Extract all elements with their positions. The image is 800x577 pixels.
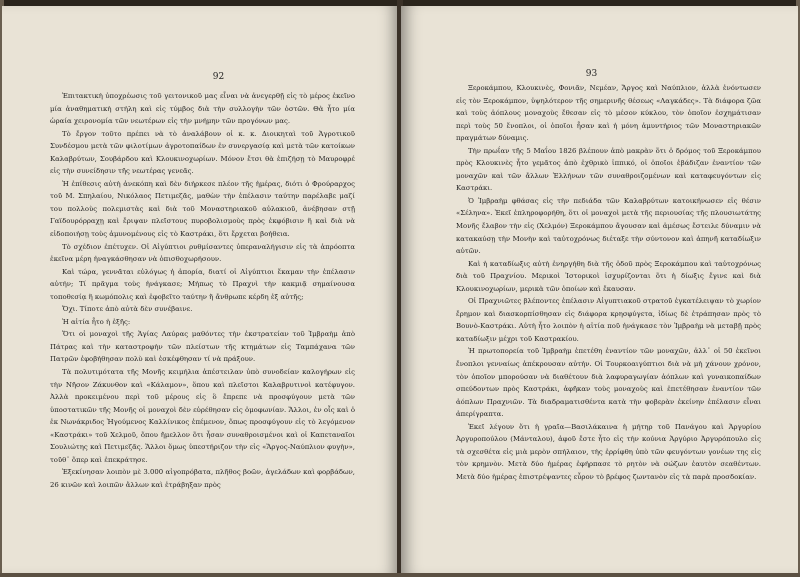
paragraph: Τὸ σχέδιον ἐπέτυχεν. Οἱ Αἰγύπτιοι ρυθμίσαντες ὑπεραναλήγισιν εἰς τὰ ἀπρόοπτα ἐκεῖνα μέρη ἠναγκάσθησαν νὰ ὀπισθοχωρήσουν. xyxy=(50,242,355,264)
paragraph: Ὁ Ἰμβραὴμ φθάσας εἰς τὴν πεδιάδα τῶν Καλαβρύτων κατοικήνωσεν εἰς θέσιν «Σέληνα». Ἐκεῖ ἐπληροφορήθη, ὅτι οἱ μοναχοὶ μετὰ τῆς περιουσίας τῆς πλουσιωτάτης Μονῆς ἔλαβον τὴν εἰς (Χελμόν) Ξεροκάμπου ἄγουσαν καὶ ἀμέσως ἔστειλε δύναμιν νὰ κατακαύσῃ τὴν Μονὴν καὶ ταὐτοχρόνως διέταξε τὴν σύντονον καὶ ἀπηνῆ καταδίωξιν αὐτῶν. xyxy=(456,196,761,256)
left-page xyxy=(2,6,399,574)
paragraph: Ὄχι. Τίποτε ἀπὸ αὐτὰ δὲν συνέβαινε. xyxy=(62,305,193,314)
paragraph: Οἱ Πραχνιῶτες βλέποντες ἐπέλασιν Αἰγυπτιακοῦ στρατοῦ ἐγκατέλειψαν τὸ χωρίον ἔρημον καὶ διασκορπίσθησαν εἰς διάφορα κρησφύγετα, ἰδίως δὲ ἐτράπησαν πρὸς τὸ Βουνὸ-Καστράκι. Αὐτὴ ἦτο λοιπὸν ἡ αἰτία ποῦ ἠνάγκασε τὸν Ἰμβραὴμ νὰ μεταβῇ πρὸς καταδίωξιν μέχρι τοῦ Καστρακίου. xyxy=(456,297,761,343)
book-bottom-edge xyxy=(0,573,800,577)
page-text xyxy=(456,82,761,484)
paragraph: Ξεροκάμπου, Κλουκινὲς, Φονιᾶν, Νεμέαν, Ἄργος καὶ Ναύπλιον, ἀλλὰ ἐνόντωσεν εἰς τὸν Ξεροκάμπον, ὑψηλότερον τῆς σημερινῆς θέσεως «Λαγκάδες». Τὰ διάφορα ζῶα καὶ τοὺς ἀόπλους μοναχοὺς ἔθεσαν εἰς τὸ μέσον κύκλου, τὸν ὁποῖον ἐσχημάτισαν περὶ τοὺς 50 ἔνοπλοι, οἱ ὁποῖοι ἦσαν καὶ ἡ μόνη ἀμυντήριος τῶν Μοναστηριακῶν πραγμάτων δύναμις. xyxy=(456,84,761,143)
paragraph: Ὅτι οἱ μοναχοὶ τῆς Ἁγίας Λαύρας μαθόντες τὴν ἐκστρατείαν τοῦ Ἰμβραὴμ ἀπὸ Πάτρας καὶ τὴν καταστροφὴν τῶν πλείστων τῆς κτημάτων εἰς Ταμπάχανα τῶν Πατρῶν ἐφοβήθησαν πολὺ καὶ ἐσκέφθησαν τί νὰ πράξουν. xyxy=(50,330,355,364)
paragraph: Τὴν πρωΐαν τῆς 5 Μαΐου 1826 βλέπουν ἀπὸ μακρὰν ὅτι ὁ δρόμος τοῦ Ξεροκάμπου πρὸς Κλουκινὲς ἦτο γεμᾶτος ἀπὸ ἐχθρικὸ ἱππικό, οἱ ὁποῖοι ἐβάδιζαν ἐναντίον τῶν μοναχῶν καὶ τῶν ἄλλων Ἑλλήνων τῶν συναθροιζομένων καὶ καταφευγόντων εἰς Καστράκι. xyxy=(456,146,761,193)
right-page xyxy=(401,6,798,574)
paragraph: Τὰ πολυτιμότατα τῆς Μονῆς κειμήλια ἀπέστειλαν ὑπὸ συνοδείαν καλογήρων εἰς τὴν Νῆσον Ζάκυνθον καὶ «Κάλαμον», ὅπου καὶ πλεῖστοι Καλαβρυτινοὶ κατέφυγον. Ἀλλὰ προκειμένου περὶ τοῦ μέρους εἰς ὃ ἔπρεπε νὰ προσφύγουν μετὰ τῶν ὑποστατικῶν τῆς Μονῆς οἱ μοναχοὶ δὲν εὑρέθησαν εἰς ὁμοφωνίαν. Ἄλλοι, ἐν οἷς καὶ ὁ ἐκ Νωνάκριδος Ἡγούμενος Καλλίνικος ἐπέμενον, ὅπως προσφύγουν εἰς τὸ λεγόμενον «Καστράκι» τοῦ Χελμοῦ, ὅπου ἤμελλον ὅτι ἦσαν συναθροισμένοι καὶ οἱ Καπεταναῖοι Σουλιώτης καὶ Πετιμεζᾶς. Ἄλλοι ὅμως ὑπεστήριζον τὴν εἰς «Ἄργος-Ναύπλιον φυγὴν», τοῦθ᾽ ὅπερ καὶ ἐπεκράτησε. xyxy=(50,368,355,464)
page-number: 92 xyxy=(212,72,225,82)
paragraph: Ἐκεῖ λέγουν ὅτι ἡ γραῖα—Βασιλάκαινα ἡ μήτηρ τοῦ Πανάγου καὶ Ἀργυρίου Ἀργυροπούλου (Μάνταλου), ἀφοῦ ἔστε ἦτο εἰς τὴν κούνια Ἀργύριο Ἀργυρόπουλο εἰς τὰ σχεσθέτα εἰς μιὰ μερὸν σπήλαιον, τὴς ἐρρίφθη ὑπὸ τῶν φευγόντων γονέων της εἰς τὸν κρημνὸν. Μετὰ δύο ἡμέρας ἐφήρπασε τὸ ρητὸν νὰ σώζων ἑαυτὸν σεαθέντων. Μετὰ δύο ἡμέρας ἐπιστρέψαντες εὗρον τὸ βρέφος ζωντανὸν εἰς τὰ παρὰ προσδοκίαν. xyxy=(456,422,761,481)
paragraph: Ἐπιτακτικὴ ὑποχρέωσις τοῦ γειτονικοῦ μας εἶναι νὰ ἀνεγερθῇ εἰς τὸ μέρος ἐκεῖνο μία ἀναθηματικὴ στήλη καὶ εἰς τύμβος διὰ τὴν συλλογὴν τῶν ὀστῶν. Θὰ ἦτο μία ὡραία χειρονομία τῶν νεωτέρων εἰς τὴν μνήμην τῶν προγόνων μας. xyxy=(50,92,355,126)
paragraph: Ἡ πρωτοπορεία τοῦ Ἰμβραὴμ ἐπετέθη ἐναντίον τῶν μοναχῶν, ἀλλ᾽ οἱ 50 ἐκεῖνοι ἔνοπλοι γενναίως ἀπέκρουσαν αὐτήν. Οἱ Τουρκοαιγύπτιοι διὰ νὰ μὴ χάνουν χρόνον, τὸν ὁποῖον μπορούσαν νὰ διαθέτουν διὰ λαφυραγωγίαν ἀόπλων καὶ γυναικοπαίδων σπεύδοντων πρὸς Καστράκι, ἀφῆκαν τοὺς μοναχοὺς καὶ ἐπετέθησαν ἐναντίον τῶν ἀόπλων Πραχνιῶν. Τὰ διαδραματισθέντα κατὰ τὴν φοβερὰν ἐκείνην ἐπέλασιν εἶναι ἀπερίγραπτα. xyxy=(456,347,761,419)
paragraph: Ἡ αἰτία ἦτο ἡ ἑξῆς: xyxy=(62,317,131,326)
paragraph: Ἐξεκίνησαν λοιπὸν μὲ 3.000 αἰγοπρόβατα, πλῆθος βοῶν, ἀγελάδων καὶ φορβάδων, 26 κινῶν καὶ λοιπῶν ἄλλων καὶ ἐτράβηξαν πρὸς xyxy=(50,468,355,489)
paragraph: Ἡ ἐπίθεσις αὐτὴ ἀνεκόπη καὶ δὲν διήρκεσε πλέον τῆς ἡμέρας, διότι ὁ Φρούραρχος τοῦ Μ. Σπηλαίου, Νικόλαος Πετιμεζᾶς, μαθὼν τὴν ἐπέλασιν ταύτην παρέλαβε μαζί του πολλοὺς πολεμιστὰς καὶ διὰ τοῦ Μοναστηριακοῦ αὐλακιοῦ, ἀνέβησαν στῇ Γαϊδουρόρραχῃ καὶ ἔριψαν πλεῖστους πυροβολισμοὺς πρὸς ἐκφόβισιν ἢ καὶ διὰ νὰ εἰδοποιήσῃ τοὺς ἀμυνομένους εἰς τὸ Καστράκι, ὅτι ἔρχεται βοήθεια. xyxy=(50,179,355,239)
page-text xyxy=(50,90,355,492)
paragraph: Καὶ τώρα, γεννᾶται εὐλόγως ἡ ἀπορία, διατί οἱ Αἰγύπτιοι ἔκαμαν τὴν ἐπέλασιν αὐτήν; Τί πρᾶγμα τοὺς ἠνάγκασε; Μήπως τὸ Πραχνὶ τὴν κακμιᾷ σημαίνουσα τοποθεσίᾳ ἢ κωμόπολις καὶ ἐφοβεῖτο ταύτην ἢ ἄνθρωπε κέρδη ἐξ αὐτῆς; xyxy=(50,267,355,301)
page-number: 93 xyxy=(585,69,598,79)
paragraph: Καὶ ἡ καταδίωξις αὐτὴ ἐνηργήθη διὰ τῆς ὁδοῦ πρὸς Ξεροκάμπου καὶ ταὐτοχρόνως διὰ τοῦ Πραχνίου. Μερικοὶ Ἱστορικοὶ ἰσχυρίζονται ὅτι ἡ δίωξις ἔγινε καὶ διὰ Κλουκινοχωρίων, μερικὰ τῶν ὁποίων καὶ ἔκαυσαν. xyxy=(456,259,761,293)
paragraph: Τὸ ἔργον τοῦτο πρέπει νὰ τὸ ἀναλάβουν οἱ κ. κ. Διοικηταὶ τοῦ Ἀγροτικοῦ Συνδέσμου μετὰ τῶν φιλοτίμων ἀγροτοπαίδων ἐν συνεργασίᾳ καὶ μετὰ τῶν κατοίκων Καλαβρύτων, Σουβάρδου καὶ Κλουκινοχωρίων. Μόνον ἔτσι θὰ ἐπιζήσῃ τὸ Μαυροφρέ εἰς τὴν συνείδησιν τῆς νεωτέρας γενεᾶς. xyxy=(50,129,355,176)
